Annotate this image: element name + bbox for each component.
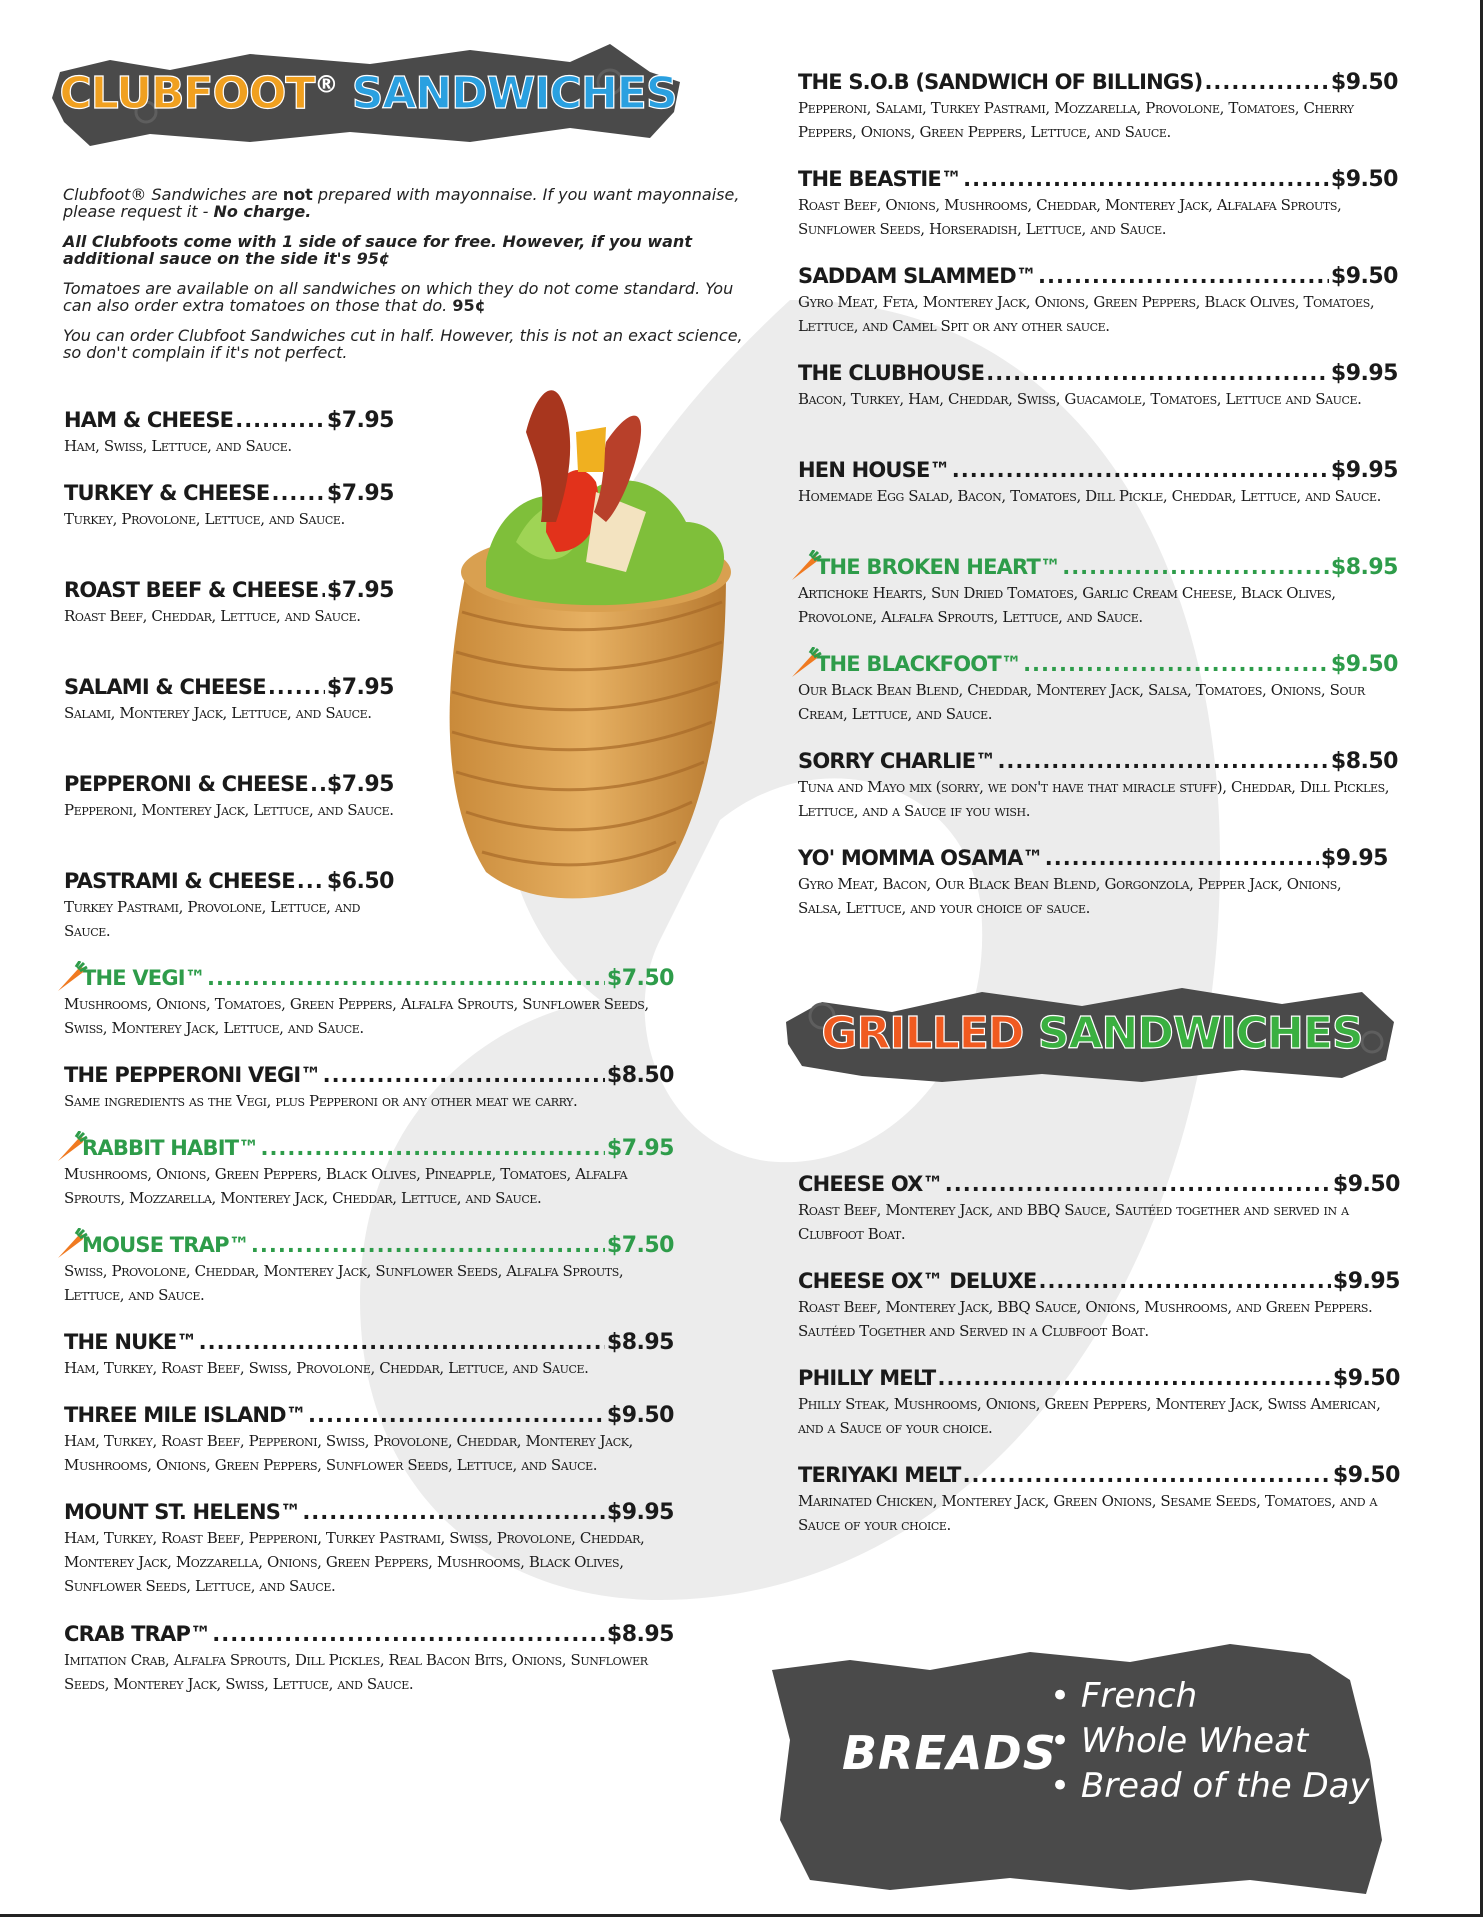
item-price: $6.50 (326, 869, 394, 894)
leader-dots (212, 1622, 605, 1646)
note-sauce: All Clubfoots come with 1 side of sauce for free. However, if you want additional sauce on the side it's 95¢ (63, 232, 692, 268)
carrot-icon (788, 647, 822, 681)
item-name: THE PEPPERONI VEGI™ (64, 1063, 321, 1087)
item-name: HEN HOUSE™ (798, 458, 950, 482)
menu-item (798, 652, 1398, 726)
item-description: Roast Beef, Monterey Jack, BBQ Sauce, Onions, Mushrooms, and Green Peppers. Sautéed Together and Served in a Clubfoot Boat. (798, 1298, 1373, 1340)
leader-dots (997, 749, 1328, 773)
menu-item (64, 1063, 674, 1113)
leader-dots (297, 869, 325, 893)
item-price: $9.50 (1332, 1172, 1400, 1197)
leader-dots (310, 772, 325, 796)
item-price: $7.95 (326, 772, 394, 797)
item-name: CHEESE OX™ (798, 1172, 943, 1196)
bread-option: • Whole Wheat (1050, 1719, 1370, 1764)
item-name: THE BLACKFOOT™ (816, 652, 1022, 676)
item-price: $9.95 (1330, 458, 1398, 483)
item-name: CHEESE OX™ DELUXE (798, 1269, 1037, 1293)
item-name: SALAMI & CHEESE (64, 675, 266, 699)
item-name: THE S.O.B (SANDWICH OF BILLINGS) (798, 70, 1203, 94)
item-price: $9.50 (606, 1403, 674, 1428)
item-description: Artichoke Hearts, Sun Dried Tomatoes, Garlic Cream Cheese, Black Olives, Provolone, Alfalfa Sprouts, Lettuce, and Sauce. (798, 584, 1336, 626)
menu-item (64, 1622, 674, 1696)
menu-item (64, 1330, 674, 1380)
menu-item (798, 167, 1398, 241)
menu-item (64, 869, 394, 943)
item-price: $9.95 (606, 1500, 674, 1525)
carrot-icon (788, 550, 822, 584)
item-price: $7.95 (326, 675, 394, 700)
item-description: Imitation Crab, Alfalfa Sprouts, Dill Pickles, Real Bacon Bits, Onions, Sunflower Seeds, Monterey Jack, Swiss, Lettuce, and Sauce. (64, 1651, 648, 1693)
grilled-title-part1: GRILLED (821, 1008, 1024, 1059)
note-mayonnaise: Clubfoot® Sandwiches are not prepared with mayonnaise. If you want mayonnaise, please request it - No charge. (63, 185, 740, 221)
note-cut-in-half: You can order Clubfoot Sandwiches cut in half. However, this is not an exact science, so don't complain if it's not perfect. (63, 326, 743, 362)
item-price: $9.50 (1330, 264, 1398, 289)
leader-dots (952, 458, 1329, 482)
menu-item (64, 1500, 674, 1598)
item-price: $9.50 (1330, 167, 1398, 192)
item-price: $7.95 (326, 578, 394, 603)
item-price: $8.50 (1330, 749, 1398, 774)
item-name: PASTRAMI & CHEESE (64, 869, 295, 893)
item-description: Tuna and Mayo mix (sorry, we don't have that miracle stuff), Cheddar, Dill Pickles, Lettuce, and a Sauce if you wish. (798, 778, 1390, 820)
item-name: SADDAM SLAMMED™ (798, 264, 1037, 288)
item-description: Our Black Bean Blend, Cheddar, Monterey Jack, Salsa, Tomatoes, Onions, Sour Cream, Lettuce, and Sauce. (798, 681, 1365, 723)
item-description: Homemade Egg Salad, Bacon, Tomatoes, Dill Pickle, Cheddar, Lettuce, and Sauce. (798, 487, 1381, 505)
leader-dots (235, 408, 325, 432)
item-name: PEPPERONI & CHEESE (64, 772, 308, 796)
item-description: Turkey Pastrami, Provolone, Lettuce, and Sauce. (64, 898, 361, 940)
bread-option: • Bread of the Day (1050, 1764, 1370, 1809)
menu-item (64, 675, 394, 725)
leader-dots (320, 578, 325, 602)
carrot-icon (54, 961, 88, 995)
menu-item (64, 1233, 674, 1307)
breads-title: BREADS (842, 1726, 1057, 1780)
leader-dots (207, 966, 605, 990)
leader-dots (323, 1063, 605, 1087)
leader-dots (268, 675, 325, 699)
bread-option: • French (1050, 1674, 1370, 1719)
menu-item (64, 1136, 674, 1210)
item-description: Ham, Turkey, Roast Beef, Pepperoni, Swiss, Provolone, Cheddar, Monterey Jack, Mushrooms, Onions, Green Peppers, Sunflower Seeds, Lettuce, and Sauce. (64, 1432, 633, 1474)
leader-dots (1023, 652, 1329, 676)
item-name: CRAB TRAP™ (64, 1622, 211, 1646)
menu-item (798, 749, 1398, 823)
leader-dots (963, 1463, 1331, 1487)
leader-dots (963, 167, 1329, 191)
item-description: Mushrooms, Onions, Tomatoes, Green Peppers, Alfalfa Sprouts, Sunflower Seeds, Swiss, Monterey Jack, Lettuce, and Sauce. (64, 995, 649, 1037)
leader-dots (308, 1403, 605, 1427)
menu-item (64, 578, 394, 628)
leader-dots (1038, 1269, 1330, 1293)
menu-item (64, 772, 394, 822)
item-description: Ham, Turkey, Roast Beef, Swiss, Provolone, Cheddar, Lettuce, and Sauce. (64, 1359, 589, 1377)
item-name: PHILLY MELT (798, 1366, 936, 1390)
carrot-icon (54, 1131, 88, 1165)
item-description: Philly Steak, Mushrooms, Onions, Green Peppers, Monterey Jack, Swiss American, and a Sauce of your choice. (798, 1395, 1381, 1437)
item-name: HAM & CHEESE (64, 408, 234, 432)
item-name: TURKEY & CHEESE (64, 481, 270, 505)
carrot-icon (54, 1228, 88, 1262)
item-price: $9.50 (1330, 652, 1398, 677)
item-name: TERIYAKI MELT (798, 1463, 961, 1487)
leader-dots (1062, 555, 1329, 579)
menu-item (64, 481, 394, 531)
item-price: $8.95 (606, 1330, 674, 1355)
item-description: Gyro Meat, Bacon, Our Black Bean Blend, Gorgonzola, Pepper Jack, Onions, Salsa, Lettuce, and your choice of sauce. (798, 875, 1342, 917)
item-price: $7.50 (606, 1233, 674, 1258)
item-name: THE CLUBHOUSE (798, 361, 985, 385)
item-price: $9.50 (1330, 70, 1398, 95)
item-name: THREE MILE ISLAND™ (64, 1403, 306, 1427)
leader-dots (260, 1136, 604, 1160)
menu-item (64, 966, 674, 1040)
menu-item (798, 1172, 1400, 1246)
item-price: $9.95 (1332, 1269, 1400, 1294)
item-description: Pepperoni, Monterey Jack, Lettuce, and Sauce. (64, 801, 394, 819)
item-name: THE VEGI™ (82, 966, 206, 990)
menu-item (798, 458, 1398, 508)
item-name: SORRY CHARLIE™ (798, 749, 996, 773)
item-name: YO' MOMMA OSAMA™ (798, 846, 1043, 870)
banner-title-part1: CLUBFOOT (59, 68, 315, 119)
registered-mark: ® (314, 70, 338, 99)
item-description: Roast Beef, Onions, Mushrooms, Cheddar, Monterey Jack, Alfalafa Sprouts, Sunflower Seeds, Horseradish, Lettuce, and Sauce. (798, 196, 1342, 238)
leader-dots (1204, 70, 1328, 94)
item-name: THE NUKE™ (64, 1330, 197, 1354)
item-description: Swiss, Provolone, Cheddar, Monterey Jack, Sunflower Seeds, Alfalfa Sprouts, Lettuce, and Sauce. (64, 1262, 624, 1304)
item-price: $9.50 (1332, 1463, 1400, 1488)
item-description: Roast Beef, Cheddar, Lettuce, and Sauce. (64, 607, 361, 625)
item-description: Pepperoni, Salami, Turkey Pastrami, Mozzarella, Provolone, Tomatoes, Cherry Peppers, Onions, Green Peppers, Lettuce, and Sauce. (798, 99, 1354, 141)
leader-dots (1045, 846, 1319, 870)
menu-item (64, 1403, 674, 1477)
leader-dots (271, 481, 324, 505)
item-description: Gyro Meat, Feta, Monterey Jack, Onions, Green Peppers, Black Olives, Tomatoes, Lettuce, and Camel Spit or any other sauce. (798, 293, 1375, 335)
menu-item (798, 70, 1398, 144)
wrap-sandwich-image (426, 372, 756, 902)
clubfoot-sandwiches-banner (50, 42, 686, 146)
menu-item (798, 1269, 1400, 1343)
item-name: MOUNT ST. HELENS™ (64, 1500, 301, 1524)
leader-dots (986, 361, 1329, 385)
item-price: $8.95 (606, 1622, 674, 1647)
leader-dots (945, 1172, 1331, 1196)
item-name: ROAST BEEF & CHEESE (64, 578, 319, 602)
item-description: Mushrooms, Onions, Green Peppers, Black Olives, Pineapple, Tomatoes, Alfalfa Sprouts, Mozzarella, Monterey Jack, Cheddar, Lettuce, and Sauce. (64, 1165, 628, 1207)
item-price: $8.95 (1330, 555, 1398, 580)
menu-item (798, 361, 1398, 411)
item-description: Bacon, Turkey, Ham, Cheddar, Swiss, Guacamole, Tomatoes, Lettuce and Sauce. (798, 390, 1362, 408)
menu-item (798, 555, 1398, 629)
item-price: $7.95 (326, 408, 394, 433)
menu-notes (63, 186, 743, 374)
menu-item (798, 1463, 1400, 1537)
grilled-title-part2: SANDWICHES (1037, 1008, 1363, 1059)
leader-dots (302, 1500, 605, 1524)
leader-dots (251, 1233, 605, 1257)
item-name: THE BEASTIE™ (798, 167, 962, 191)
item-price: $7.95 (606, 1136, 674, 1161)
item-price: $8.50 (606, 1063, 674, 1088)
item-name: MOUSE TRAP™ (82, 1233, 249, 1257)
item-price: $9.50 (1332, 1366, 1400, 1391)
menu-item (798, 846, 1388, 920)
banner-title-part2: SANDWICHES (351, 68, 677, 119)
item-price: $7.95 (326, 481, 394, 506)
note-tomatoes: Tomatoes are available on all sandwiches on which they do not come standard. You can also order extra tomatoes on those that do. 95¢ (63, 279, 734, 315)
item-name: THE BROKEN HEART™ (816, 555, 1061, 579)
breads-panel (770, 1640, 1382, 1896)
menu-item (64, 408, 394, 458)
item-name: RABBIT HABIT™ (82, 1136, 259, 1160)
item-description: Marinated Chicken, Monterey Jack, Green Onions, Sesame Seeds, Tomatoes, and a Sauce of your choice. (798, 1492, 1378, 1534)
item-description: Same ingredients as the Vegi, plus Pepperoni or any other meat we carry. (64, 1092, 578, 1110)
item-description: Salami, Monterey Jack, Lettuce, and Sauce. (64, 704, 372, 722)
breads-list (1050, 1674, 1370, 1809)
item-price: $9.95 (1330, 361, 1398, 386)
leader-dots (199, 1330, 605, 1354)
leader-dots (937, 1366, 1330, 1390)
item-description: Ham, Swiss, Lettuce, and Sauce. (64, 437, 292, 455)
leader-dots (1038, 264, 1329, 288)
menu-item (798, 264, 1398, 338)
item-description: Ham, Turkey, Roast Beef, Pepperoni, Turkey Pastrami, Swiss, Provolone, Cheddar, Monterey Jack, Mozzarella, Onions, Green Peppers, Mushrooms, Black Olives, Sunflower Seeds, Lettuce, and Sauce. (64, 1529, 645, 1595)
item-description: Turkey, Provolone, Lettuce, and Sauce. (64, 510, 345, 528)
item-price: $9.95 (1320, 846, 1388, 871)
item-price: $7.50 (606, 966, 674, 991)
grilled-sandwiches-banner (782, 982, 1402, 1086)
menu-item (798, 1366, 1400, 1440)
item-description: Roast Beef, Monterey Jack, and BBQ Sauce, Sautéed together and served in a Clubfoot Boat. (798, 1201, 1349, 1243)
